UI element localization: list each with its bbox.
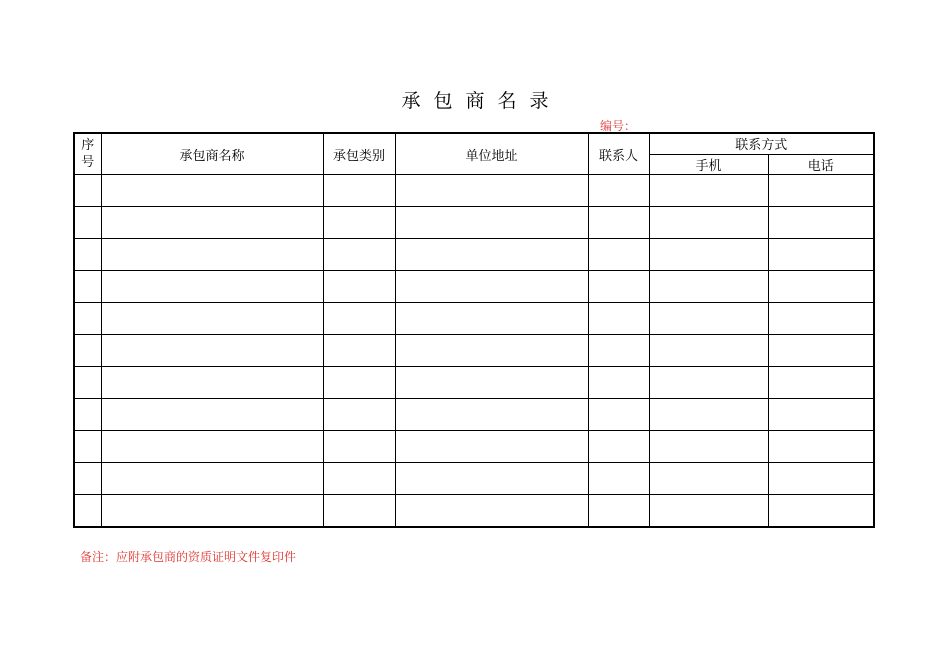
cell-contractor-name xyxy=(101,175,323,207)
cell-phone xyxy=(768,431,874,463)
cell-mobile xyxy=(649,399,768,431)
cell-phone xyxy=(768,463,874,495)
cell-address xyxy=(395,335,588,367)
cell-sequence xyxy=(74,271,101,303)
cell-mobile xyxy=(649,239,768,271)
table-row xyxy=(74,431,874,463)
cell-mobile xyxy=(649,431,768,463)
cell-contact-person xyxy=(588,239,649,271)
cell-contact-person xyxy=(588,399,649,431)
cell-mobile xyxy=(649,303,768,335)
cell-phone xyxy=(768,495,874,527)
cell-address xyxy=(395,239,588,271)
cell-phone xyxy=(768,239,874,271)
contractor-table xyxy=(73,132,875,528)
cell-phone xyxy=(768,207,874,239)
cell-sequence xyxy=(74,463,101,495)
cell-phone xyxy=(768,399,874,431)
table-row xyxy=(74,367,874,399)
cell-category xyxy=(323,399,395,431)
cell-phone xyxy=(768,367,874,399)
cell-phone xyxy=(768,335,874,367)
table-row xyxy=(74,175,874,207)
cell-sequence xyxy=(74,303,101,335)
cell-contractor-name xyxy=(101,303,323,335)
cell-category xyxy=(323,175,395,207)
cell-contact-person xyxy=(588,207,649,239)
cell-category xyxy=(323,271,395,303)
cell-sequence xyxy=(74,239,101,271)
header-category: 承包类别 xyxy=(323,133,395,175)
cell-contractor-name xyxy=(101,271,323,303)
cell-address xyxy=(395,495,588,527)
cell-contact-person xyxy=(588,175,649,207)
cell-sequence xyxy=(74,495,101,527)
cell-contractor-name xyxy=(101,495,323,527)
cell-contractor-name xyxy=(101,239,323,271)
cell-phone xyxy=(768,303,874,335)
table-body xyxy=(74,133,874,527)
table-row xyxy=(74,335,874,367)
cell-contact-person xyxy=(588,463,649,495)
header-mobile: 手机 xyxy=(649,154,768,175)
page-title: 承包商名录 xyxy=(401,90,562,112)
cell-contact-person xyxy=(588,303,649,335)
table-row xyxy=(74,399,874,431)
cell-category xyxy=(323,431,395,463)
cell-address xyxy=(395,207,588,239)
cell-mobile xyxy=(649,367,768,399)
serial-number-label: 编号： xyxy=(600,119,637,133)
table-row xyxy=(74,495,874,527)
cell-category xyxy=(323,495,395,527)
cell-category xyxy=(323,335,395,367)
cell-contact-person xyxy=(588,271,649,303)
cell-mobile xyxy=(649,207,768,239)
cell-contractor-name xyxy=(101,431,323,463)
cell-address xyxy=(395,463,588,495)
cell-phone xyxy=(768,271,874,303)
cell-address xyxy=(395,431,588,463)
cell-sequence xyxy=(74,207,101,239)
cell-mobile xyxy=(649,335,768,367)
table-row xyxy=(74,463,874,495)
header-contact-methods: 联系方式 xyxy=(649,133,874,154)
cell-mobile xyxy=(649,463,768,495)
cell-sequence xyxy=(74,335,101,367)
cell-contractor-name xyxy=(101,367,323,399)
footer-note: 备注：应附承包商的资质证明文件复印件 xyxy=(80,550,297,564)
cell-category xyxy=(323,239,395,271)
cell-address xyxy=(395,271,588,303)
cell-category xyxy=(323,303,395,335)
cell-sequence xyxy=(74,367,101,399)
header-sequence xyxy=(74,133,101,175)
cell-sequence xyxy=(74,399,101,431)
cell-address xyxy=(395,175,588,207)
table-header-row xyxy=(74,133,874,154)
cell-category xyxy=(323,367,395,399)
cell-contact-person xyxy=(588,495,649,527)
table-row xyxy=(74,303,874,335)
cell-mobile xyxy=(649,271,768,303)
cell-contact-person xyxy=(588,335,649,367)
cell-mobile xyxy=(649,495,768,527)
cell-sequence xyxy=(74,175,101,207)
cell-category xyxy=(323,207,395,239)
cell-contact-person xyxy=(588,431,649,463)
cell-contact-person xyxy=(588,367,649,399)
cell-sequence xyxy=(74,431,101,463)
cell-contractor-name xyxy=(101,335,323,367)
cell-address xyxy=(395,367,588,399)
table-row xyxy=(74,207,874,239)
header-sequence-line1: 序 xyxy=(81,138,95,154)
cell-contractor-name xyxy=(101,463,323,495)
cell-address xyxy=(395,399,588,431)
header-address: 单位地址 xyxy=(395,133,588,175)
header-sequence-line2: 号 xyxy=(81,155,95,171)
table-row xyxy=(74,271,874,303)
cell-mobile xyxy=(649,175,768,207)
cell-contractor-name xyxy=(101,207,323,239)
table-row xyxy=(74,239,874,271)
header-phone: 电话 xyxy=(768,154,874,175)
header-contractor-name: 承包商名称 xyxy=(101,133,323,175)
cell-contractor-name xyxy=(101,399,323,431)
cell-category xyxy=(323,463,395,495)
header-contact-person: 联系人 xyxy=(588,133,649,175)
cell-phone xyxy=(768,175,874,207)
cell-address xyxy=(395,303,588,335)
